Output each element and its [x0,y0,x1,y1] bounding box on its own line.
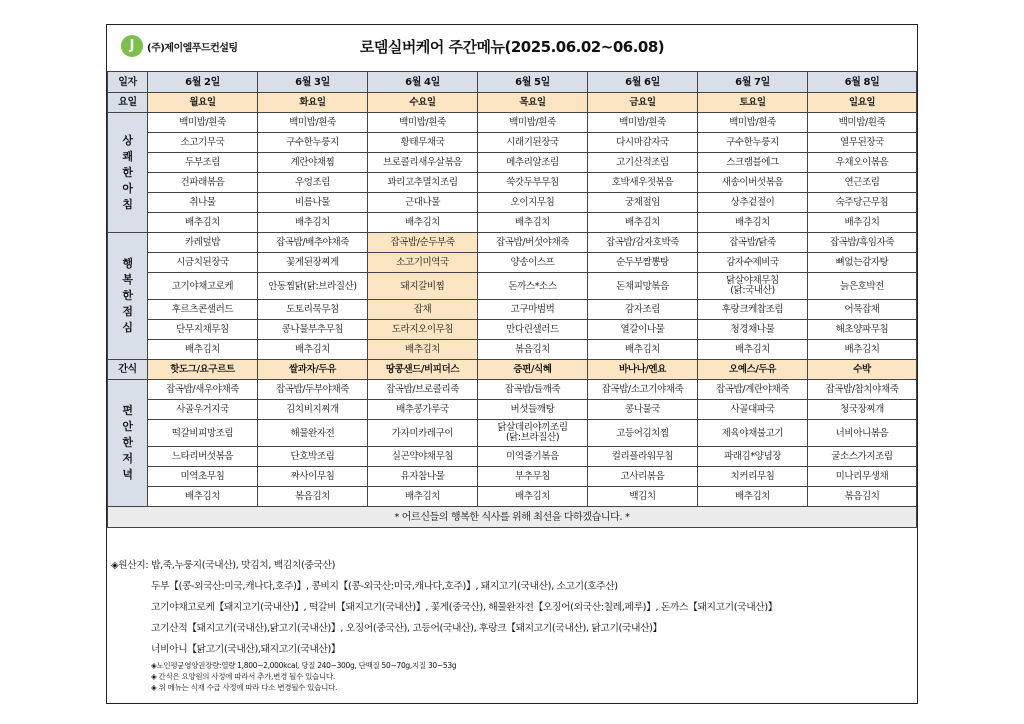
menu-cell: 꽃게된장찌게 [258,253,368,273]
menu-cell: 백김치 [588,487,698,507]
weekday-row [108,93,917,113]
note-text: * 어르신들의 행복한 식사를 위해 최선을 다하겠습니다. * [108,507,917,528]
menu-cell: 잡곡밥/들깨죽 [478,380,588,400]
snack-cell: 쌀과자/두유 [258,360,368,380]
menu-cell: 잡곡밥/흑임자죽 [808,233,917,253]
breakfast-row [108,153,917,173]
menu-cell: 백미밥/흰죽 [258,113,368,133]
menu-cell: 백미밥/흰죽 [588,113,698,133]
dinner-row [108,447,917,467]
lunch-row [108,300,917,320]
lunch-label-char: 심 [122,321,133,334]
menu-cell: 연근조림 [808,173,917,193]
menu-cell: 고기야채고로케 [148,273,258,300]
menu-cell: 배추김치 [698,340,808,360]
menu-cell: 숙주당근무침 [808,193,917,213]
dinner-label-char: 저 [122,452,133,465]
dinner-row [108,467,917,487]
menu-cell: 구수한누룽지 [258,133,368,153]
dinner-label-char: 안 [122,420,133,433]
snack-change-note: ◈ 간식은 요양원의 사정에 따라서 추가,변경 될수 있습니다. [151,672,335,681]
note-row [108,507,917,528]
date-row [108,72,917,93]
lunch-row [108,253,917,273]
snack-cell: 오예스/두유 [698,360,808,380]
snack-row [108,360,917,380]
breakfast-row [108,113,917,133]
menu-cell: 미역줄기볶음 [478,447,588,467]
menu-cell: 떡갈비피망조림 [148,420,258,447]
title-row [107,25,917,72]
company-name: (주)제이엘푸드컨설팅 [147,43,238,54]
breakfast-label [108,113,148,233]
snack-cell: 핫도그/요구르트 [148,360,258,380]
menu-cell: 호박새우젓볶음 [588,173,698,193]
menu-cell: 배추김치 [368,213,478,233]
origin-info [111,555,911,693]
nutrition-note: ◈노인평균영양권장량:열량 1,800~2,000kcal, 당질 240~300g, 단백질 50~70g,지질 30~53g [151,661,457,670]
menu-cell: 단무지채무침 [148,320,258,340]
menu-cell: 김치비지찌개 [258,400,368,420]
menu-cell: 잡곡밥/계란야채죽 [698,380,808,400]
menu-cell: 콩나물국 [588,400,698,420]
breakfast-row [108,173,917,193]
menu-cell: 볶음김치 [258,487,368,507]
menu-cell: 배추김치 [698,213,808,233]
menu-cell: 치커리무침 [698,467,808,487]
dinner-row [108,420,917,447]
menu-cell: 돼지갈비찜 [368,273,478,300]
menu-cell: 근대나물 [368,193,478,213]
menu-cell: 취나물 [148,193,258,213]
menu-cell: 고기산적조림 [588,153,698,173]
menu-cell: 버섯들깨탕 [478,400,588,420]
menu-cell: 카레덮밥 [148,233,258,253]
menu-cell: 열갈이나물 [588,320,698,340]
menu-cell: 배추김치 [588,340,698,360]
date-label: 일자 [108,72,148,93]
origin-line: ◈원산지: 밥,죽,누룽지(국내산), 맛김치, 백김치(중국산) [111,560,335,571]
menu-cell: 돈까스*소스 [478,273,588,300]
menu-cell: 배추콩가루국 [368,400,478,420]
menu-document [106,24,918,704]
menu-cell: 가자미카레구이 [368,420,478,447]
menu-cell: 잡곡밥/새우야채죽 [148,380,258,400]
menu-cell: 꽈리고추멸치조림 [368,173,478,193]
menu-cell: 배추김치 [478,213,588,233]
menu-cell: 컬리플라워무침 [588,447,698,467]
menu-cell: 백미밥/흰죽 [148,113,258,133]
menu-cell: 느타리버섯볶음 [148,447,258,467]
dinner-label [108,380,148,507]
menu-cell: 백미밥/흰죽 [698,113,808,133]
weekday-cell: 토요일 [698,93,808,113]
snack-cell: 증편/식혜 [478,360,588,380]
menu-cell: 고구마범벅 [478,300,588,320]
menu-cell: 볶음김치 [478,340,588,360]
menu-cell: 시래기된장국 [478,133,588,153]
menu-cell: 파래김*양념장 [698,447,808,467]
menu-cell: 만다린샐러드 [478,320,588,340]
menu-cell: 소고기무국 [148,133,258,153]
menu-cell: 스크램블에그 [698,153,808,173]
menu-cell: 배추김치 [808,340,917,360]
menu-cell: 도토리묵무침 [258,300,368,320]
page-title: 로뎀실버케어 주간메뉴(2025.06.02~06.08) [359,38,665,56]
menu-cell: 두부조림 [148,153,258,173]
menu-cell: 브로콜리새우살볶음 [368,153,478,173]
breakfast-row [108,213,917,233]
weekday-cell: 월요일 [148,93,258,113]
menu-cell: 안동찜닭(닭:브라질산) [258,273,368,300]
dinner-row [108,487,917,507]
menu-change-note: ◈ 위 메뉴는 식재 수급 사정에 따라 다소 변경될수 있습니다. [151,683,338,692]
menu-cell: 황태무채국 [368,133,478,153]
menu-cell: 단호박조림 [258,447,368,467]
menu-cell: 잡곡밥/두부야채죽 [258,380,368,400]
snack-cell: 땅콩샌드/비피더스 [368,360,478,380]
date-cell: 6월 6일 [588,72,698,93]
dinner-row [108,400,917,420]
weekday-cell: 수요일 [368,93,478,113]
menu-cell: 우엉조림 [258,173,368,193]
menu-cell: 백미밥/흰죽 [368,113,478,133]
menu-cell: 굴소스가지조림 [808,447,917,467]
date-cell: 6월 7일 [698,72,808,93]
menu-cell: 구수한누룽지 [698,133,808,153]
snack-cell: 수박 [808,360,917,380]
menu-cell: 배추김치 [258,340,368,360]
menu-cell: 백미밥/흰죽 [478,113,588,133]
menu-cell: 사골대파국 [698,400,808,420]
date-cell: 6월 3일 [258,72,368,93]
snack-cell: 바나나/엔요 [588,360,698,380]
menu-cell: 도라지오이무침 [368,320,478,340]
menu-cell: 짜사이무침 [258,467,368,487]
date-cell: 6월 8일 [808,72,917,93]
weekday-cell: 목요일 [478,93,588,113]
menu-cell: 양송이스프 [478,253,588,273]
menu-cell: 잡곡밥/참치야채죽 [808,380,917,400]
breakfast-label-char: 침 [122,197,133,211]
breakfast-label-char: 쾌 [122,149,133,163]
logo-mark: J [129,38,135,53]
weekly-menu-table [107,71,917,528]
menu-cell: 사골우거지국 [148,400,258,420]
menu-cell: 배추김치 [368,340,478,360]
menu-cell: 해물완자전 [258,420,368,447]
lunch-row [108,233,917,253]
menu-cell: 콩나물부추무침 [258,320,368,340]
weekday-label: 요일 [108,93,148,113]
date-cell: 6월 2일 [148,72,258,93]
lunch-label-char: 복 [122,273,133,286]
menu-cell: 해초양파무침 [808,320,917,340]
menu-cell: 배추김치 [588,213,698,233]
lunch-label [108,233,148,360]
dinner-label-char: 한 [122,436,133,449]
menu-cell: 순두부짬뽕탕 [588,253,698,273]
lunch-label-char: 행 [122,257,133,270]
breakfast-label-char: 상 [122,133,133,147]
dinner-label-char: 편 [122,404,133,417]
lunch-row [108,273,917,300]
menu-cell: 어묵잡채 [808,300,917,320]
menu-cell: 후랑크케찹조림 [698,300,808,320]
menu-cell: 소고기미역국 [368,253,478,273]
breakfast-label-char: 한 [122,165,133,179]
menu-cell: 잡곡밥/순두부죽 [368,233,478,253]
menu-cell: 너비아니볶음 [808,420,917,447]
menu-cell: 다시마감자국 [588,133,698,153]
menu-cell: 부추무침 [478,467,588,487]
menu-cell: 잡채 [368,300,478,320]
menu-cell: 오이지무침 [478,193,588,213]
menu-cell: 궁채절임 [588,193,698,213]
menu-cell: 잡곡밥/닭죽 [698,233,808,253]
breakfast-row [108,133,917,153]
breakfast-label-char: 아 [122,181,133,195]
dinner-label-char: 녁 [122,468,133,481]
menu-cell: 잡곡밥/소고기야채죽 [588,380,698,400]
menu-cell: 미나리무생채 [808,467,917,487]
menu-cell: 건파래볶음 [148,173,258,193]
menu-cell: 감자수제비국 [698,253,808,273]
menu-cell: 후르츠콘샐러드 [148,300,258,320]
menu-cell: 뼈없는감자탕 [808,253,917,273]
menu-cell: 메추리알조림 [478,153,588,173]
weekday-cell: 일요일 [808,93,917,113]
menu-cell: 열무된장국 [808,133,917,153]
menu-cell: 시금치된장국 [148,253,258,273]
weekday-cell: 금요일 [588,93,698,113]
origin-line: 고기야채고로케【돼지고기(국내산)】, 떡갈비【돼지고기(국내산)】, 꽃게(중국산), 해물완자전【오징어(외국산:칠레,페루)】, 돈까스【돼지고기(국내산)】 [151,602,778,613]
dinner-row [108,380,917,400]
menu-cell: 배추김치 [368,487,478,507]
menu-cell: 닭살데리야끼조림 (닭:브라질산) [478,420,588,447]
menu-cell: 실곤약야채무침 [368,447,478,467]
lunch-label-char: 한 [122,289,133,302]
menu-cell: 새송이버섯볶음 [698,173,808,193]
menu-cell: 배추김치 [478,487,588,507]
menu-cell: 감자조림 [588,300,698,320]
menu-cell: 미역초무침 [148,467,258,487]
weekday-cell: 화요일 [258,93,368,113]
menu-cell: 늙은호박전 [808,273,917,300]
menu-cell: 잡곡밥/감자호박죽 [588,233,698,253]
menu-cell: 고등어김치찜 [588,420,698,447]
origin-line: 고기산적【돼지고기(국내산),닭고기(국내산)】, 오징어(중국산), 고등어(국내산), 후랑크【돼지고기(국내산), 닭고기(국내산)】 [151,623,662,634]
menu-cell: 배추김치 [698,487,808,507]
lunch-row [108,320,917,340]
menu-cell: 청경채나물 [698,320,808,340]
origin-line: 너비아니【닭고기(국내산),돼지고기(국내산)】 [151,644,341,655]
lunch-label-char: 점 [122,305,133,318]
menu-cell: 고사리볶음 [588,467,698,487]
menu-cell: 유자참나물 [368,467,478,487]
menu-cell: 배추김치 [258,213,368,233]
date-cell: 6월 4일 [368,72,478,93]
origin-line: 두부【(콩-외국산:미국,캐나다,호주)】, 콩비지【(콩-외국산:미국,캐나다,호주)】, 돼지고기(국내산), 소고기(호주산) [151,581,618,592]
date-cell: 6월 5일 [478,72,588,93]
menu-cell: 볶음김치 [808,487,917,507]
menu-cell: 상추겉절이 [698,193,808,213]
menu-cell: 청국장찌개 [808,400,917,420]
menu-cell: 배추김치 [808,213,917,233]
menu-cell: 잡곡밥/버섯야채죽 [478,233,588,253]
menu-cell: 백미밥/흰죽 [808,113,917,133]
menu-cell: 제육야채불고기 [698,420,808,447]
menu-cell: 배추김치 [148,340,258,360]
snack-label: 간식 [108,360,148,380]
menu-cell: 닭살야채무침 (닭:국내산) [698,273,808,300]
menu-cell: 잡곡밥/배추야채죽 [258,233,368,253]
menu-cell: 잡곡밥/브로콜리죽 [368,380,478,400]
menu-cell: 우채오이볶음 [808,153,917,173]
breakfast-row [108,193,917,213]
menu-cell: 돈채피망볶음 [588,273,698,300]
menu-cell: 배추김치 [148,213,258,233]
menu-cell: 쑥갓두부무침 [478,173,588,193]
menu-cell: 계란야채찜 [258,153,368,173]
menu-cell: 비름나물 [258,193,368,213]
menu-cell: 배추김치 [148,487,258,507]
lunch-row [108,340,917,360]
